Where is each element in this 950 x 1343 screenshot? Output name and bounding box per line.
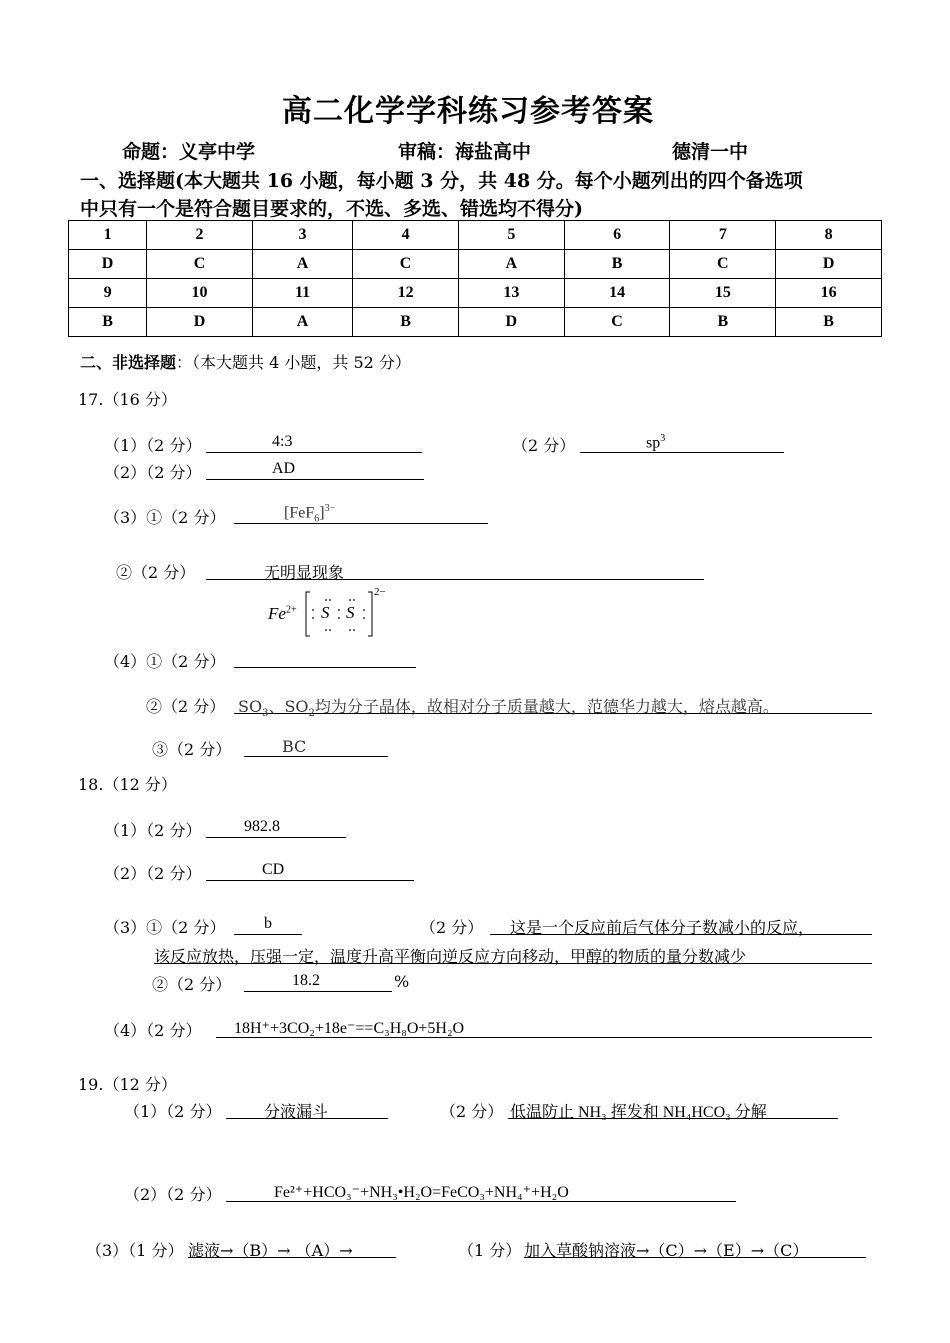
section1-heading-line2: 中只有一个是符合题目要求的，不选、多选、错选均不得分) <box>80 198 583 220</box>
q18-p3b-answer-line1 <box>490 915 872 935</box>
section1-heading-line1: 一、选择题(本大题共 16 小题，每小题 3 分，共 48 分。每个小题列出的四个备选项 <box>80 170 803 192</box>
q17-p4b-answer <box>234 694 872 720</box>
q18-p3b-answer-text1: 这是一个反应前后气体分子数减小的反应， <box>510 918 815 937</box>
reviewer-label: 审稿： <box>398 141 456 163</box>
q17-p2-answer <box>206 460 424 480</box>
reviewer-line <box>398 137 531 164</box>
answer-cell: D <box>147 308 253 337</box>
reviewer-school: 海盐高中 <box>455 141 532 163</box>
q17-p4b-so2-sub: 2 <box>308 708 315 720</box>
q17-p1b-answer-sup: 3 <box>660 433 666 444</box>
q17-p1b-answer <box>580 433 784 453</box>
setter-school: 义亭中学 <box>179 141 256 163</box>
q18-p3b-label: （2 分） <box>420 918 484 937</box>
setter-line <box>122 137 255 164</box>
answer-cell: D <box>69 250 147 279</box>
question-number-cell: 1 <box>69 221 147 250</box>
q18-p3c-answer-text: 18.2 <box>292 972 320 989</box>
question-number-cell: 10 <box>147 279 253 308</box>
q17-p3-answer-sup: 3− <box>324 503 336 514</box>
q17-p2-prefix: （2） <box>104 463 147 482</box>
q19-p1b-label: （2 分） <box>440 1102 504 1121</box>
question-number-cell: 11 <box>252 279 352 308</box>
question-number-cell: 8 <box>776 221 882 250</box>
q18-p4-label: （4）（2 分） <box>104 1021 202 1040</box>
section2-heading-rest: ：（本大题共 4 小题，共 52 分） <box>176 353 411 372</box>
q17-p4b-reason: 均为分子晶体，故相对分子质量越大，范德华力越大，熔点越高。 <box>314 697 779 716</box>
q19-p3b-answer <box>524 1238 866 1258</box>
q17-p3b-label: ②（2 分） <box>116 563 196 582</box>
q17-p3-answer-close: ] <box>319 504 325 522</box>
q18-p3b-answer-text2: 该反应放热，压强一定，温度升高平衡向逆反应方向移动，甲醇的物质的量分数减少 <box>154 947 747 966</box>
answer-row <box>69 308 882 337</box>
q17-p3b-answer-text: 无明显现象 <box>264 563 345 582</box>
q17-p4b-so3: SO <box>238 697 263 716</box>
lewis-fe: $Fe^{2+}$ <box>268 604 297 623</box>
q17-p3-answer <box>234 503 488 524</box>
answer-cell: B <box>776 308 882 337</box>
answer-cell: B <box>353 308 459 337</box>
answer-cell: A <box>252 308 352 337</box>
q17-p3-answer-sub: 6 <box>314 513 320 525</box>
q18-p2-label: （2）（2 分） <box>104 864 202 883</box>
question-number-cell: 2 <box>147 221 253 250</box>
q18-p4-answer-text: 18H⁺+3CO₂+18e⁻==C₃H₈O+5H₂O <box>234 1020 465 1037</box>
answer-cell: B <box>670 308 776 337</box>
page-title: 高二化学学科练习参考答案 <box>282 94 654 129</box>
q18-p3-answer-text: b <box>264 915 272 932</box>
lewis-charge: 2− <box>374 586 386 598</box>
answer-cell: A <box>458 250 564 279</box>
question-number-cell: 5 <box>458 221 564 250</box>
q17-p4c-answer-text: BC <box>282 737 307 756</box>
q18-p3c-label: ②（2 分） <box>152 975 232 994</box>
q19-p1b-answer <box>508 1099 838 1119</box>
q17-p4c-answer <box>244 737 388 757</box>
q18-p2-answer-text: CD <box>262 861 285 878</box>
lewis-s2: S <box>346 603 355 622</box>
q17-p4c-label: ③（2 分） <box>152 740 232 759</box>
q19-p2-answer-text: Fe²⁺+HCO₃⁻+NH₃•H₂O=FeCO₃+NH₄⁺+H₂O <box>274 1184 569 1201</box>
reviewer2-school: 德清一中 <box>672 141 749 163</box>
question-number-cell: 12 <box>353 279 459 308</box>
q18-p1-answer <box>206 818 346 838</box>
answer-cell: C <box>670 250 776 279</box>
question-number-cell: 6 <box>564 221 670 250</box>
q17-label: 17.（16 分） <box>78 390 177 409</box>
q17-p4-answer-blank <box>234 667 416 668</box>
q19-p2-answer <box>226 1182 736 1202</box>
question-number-cell: 13 <box>458 279 564 308</box>
answer-cell: C <box>147 250 253 279</box>
answer-cell: B <box>69 308 147 337</box>
q18-p2-answer <box>206 861 414 881</box>
answer-cell: B <box>564 250 670 279</box>
question-number-row <box>69 221 882 250</box>
q17-p1-answer-text: 4:3 <box>272 433 293 450</box>
q19-p3b-label: （1 分） <box>458 1241 522 1260</box>
answer-table <box>68 220 882 337</box>
q17-p4b-label: ②（2 分） <box>146 697 226 716</box>
question-number-cell: 9 <box>69 279 147 308</box>
lewis-s1: S <box>321 603 330 622</box>
answer-cell: C <box>564 308 670 337</box>
fes2-lewis-structure <box>268 586 388 642</box>
q17-p3-label: （3）①（2 分） <box>104 508 226 527</box>
q19-p1-label: （1）（2 分） <box>124 1102 222 1121</box>
q18-p4-answer <box>216 1018 872 1038</box>
lewis-fe-charge: 2+ <box>285 604 297 616</box>
answer-row <box>69 250 882 279</box>
question-number-cell: 14 <box>564 279 670 308</box>
q17-p4b-so3-sub: 3 <box>262 708 269 720</box>
q17-p1-answer <box>206 433 422 453</box>
answer-cell: A <box>252 250 352 279</box>
q17-p1b-label: （2 分） <box>512 436 576 455</box>
q19-p3-answer-text: 滤液→（B）→ （A）→ <box>188 1241 353 1260</box>
answer-cell: C <box>353 250 459 279</box>
q19-p2-label: （2）（2 分） <box>124 1185 222 1204</box>
q19-label: 19.（12 分） <box>78 1075 177 1094</box>
q18-p1-label: （1）（2 分） <box>104 821 202 840</box>
q19-p3b-answer-text: 加入草酸钠溶液→（C）→（E）→（C） <box>524 1241 809 1260</box>
q17-p3-answer-text: [FeF <box>284 504 315 522</box>
answer-cell: D <box>458 308 564 337</box>
answer-cell: D <box>776 250 882 279</box>
question-number-cell: 4 <box>353 221 459 250</box>
q18-p3-label: （3）①（2 分） <box>104 918 226 937</box>
q19-p1b-answer-text: 低温防止 NH₃ 挥发和 NH₄HCO₃ 分解 <box>510 1104 767 1121</box>
q18-p3-answer <box>234 915 302 935</box>
q17-p1b-answer-text: sp <box>646 434 661 452</box>
q18-p3b-answer-line2 <box>154 944 872 964</box>
q18-p1-answer-text: 982.8 <box>244 818 280 835</box>
question-number-cell: 3 <box>252 221 352 250</box>
setter-label: 命题： <box>122 141 180 163</box>
q17-p2-label <box>104 460 201 483</box>
q17-p4-label: （4）①（2 分） <box>104 652 226 671</box>
question-number-cell: 15 <box>670 279 776 308</box>
q18-p3c-answer <box>244 972 392 992</box>
q18-label: 18.（12 分） <box>78 775 177 794</box>
q17-p2-score: （2 分） <box>146 463 202 482</box>
q18-p3c-unit: % <box>394 972 410 991</box>
q19-p3-label: （3）（1 分） <box>86 1241 184 1260</box>
question-number-cell: 16 <box>776 279 882 308</box>
q19-p1-answer-text: 分液漏斗 <box>264 1102 329 1121</box>
section2-heading-bold: 二、非选择题 <box>80 353 177 372</box>
q19-p3-answer <box>188 1238 396 1258</box>
q17-p1-label: （1）（2 分） <box>104 436 202 455</box>
q17-p3b-answer <box>206 560 704 580</box>
section2-heading <box>80 350 411 373</box>
question-number-row <box>69 279 882 308</box>
q17-p4b-so2: 、SO <box>268 697 309 716</box>
q17-p2-answer-text: AD <box>272 460 296 477</box>
q19-p1-answer <box>226 1099 388 1119</box>
question-number-cell: 7 <box>670 221 776 250</box>
